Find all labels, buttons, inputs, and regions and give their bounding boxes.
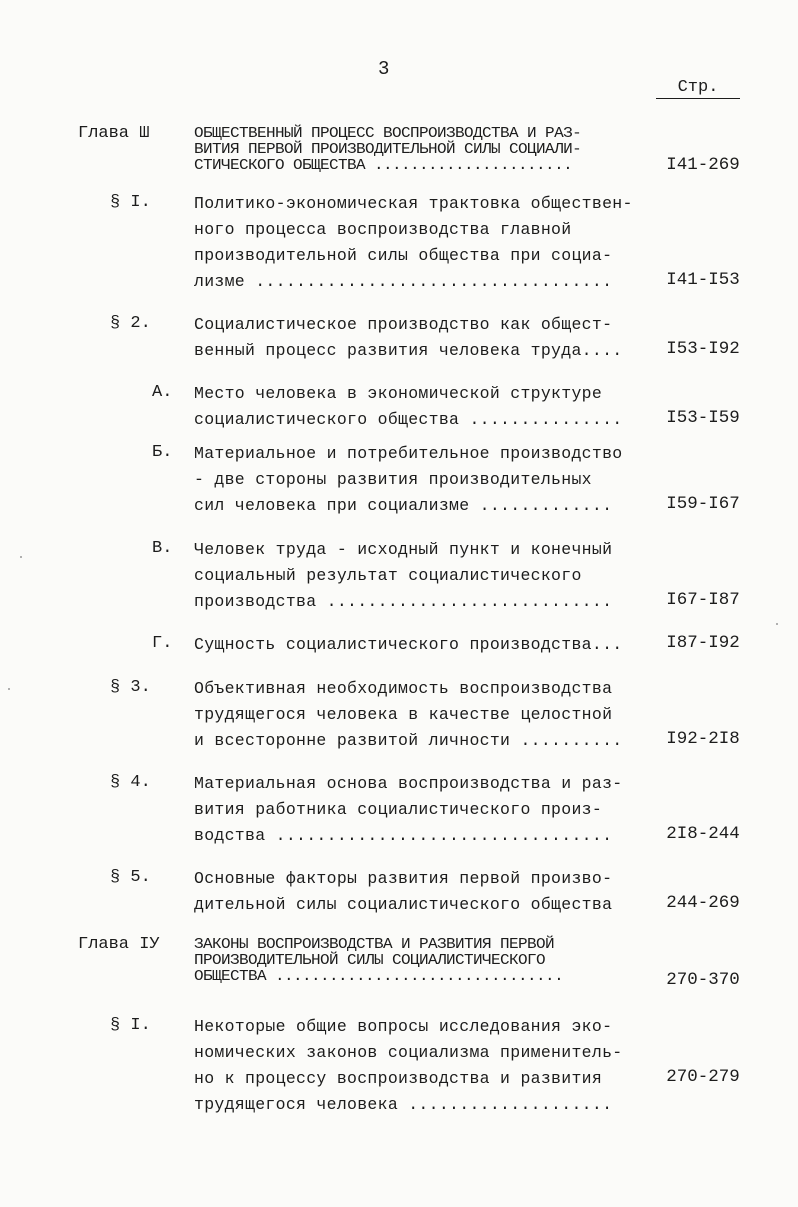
page-range: I87-I92 [666, 633, 740, 653]
entry-line: ОБЩЕСТВЕННЫЙ ПРОЦЕСС ВОСПРОИЗВОДСТВА И РАЗ- [194, 125, 582, 142]
page-number: 3 [378, 58, 390, 80]
page-range: I67-I87 [666, 590, 740, 610]
entry-line: СТИЧЕСКОГО ОБЩЕСТВА ...................... [194, 157, 573, 174]
entry-line: ПРОИЗВОДИТЕЛЬНОЙ СИЛЫ СОЦИАЛИСТИЧЕСКОГО [194, 952, 546, 969]
chapter-label: Глава Ш [78, 124, 150, 143]
entry-line: Материальная основа воспроизводства и раз- [194, 774, 623, 793]
entry-line: вития работника социалистического произ- [194, 800, 603, 819]
entry-line: Некоторые общие вопросы исследования эко- [194, 1017, 613, 1036]
entry-line: Объективная необходимость воспроизводства [194, 679, 613, 698]
entry-line: производства ............................ [194, 592, 613, 611]
page-range: 2I8-244 [666, 824, 740, 844]
section-label: § 3. [110, 678, 151, 697]
page-range: 270-279 [666, 1067, 740, 1087]
page-range: I59-I67 [666, 494, 740, 514]
entry-line: Человек труда - исходный пункт и конечный [194, 540, 613, 559]
entry-line: трудящегося человека .................... [194, 1095, 613, 1114]
scan-speck [776, 623, 778, 625]
pages-column-header: Стр. [656, 78, 740, 99]
section-title [194, 771, 644, 849]
entry-line: Материальное и потребительное производство [194, 444, 623, 463]
entry-line: - две стороны развития производительных [194, 470, 592, 489]
entry-line: ного процесса воспроизводства главной [194, 220, 572, 239]
page-range: 270-370 [666, 970, 740, 990]
entry-line: дительной силы социалистического общества [194, 895, 613, 914]
chapter-label: Глава IУ [78, 935, 160, 954]
entry-line: венный процесс развития человека труда.... [194, 341, 623, 360]
subsection-label: Б. [152, 443, 173, 462]
entry-line: ВИТИЯ ПЕРВОЙ ПРОИЗВОДИТЕЛЬНОЙ СИЛЫ СОЦИАЛИ- [194, 141, 582, 158]
section-title [194, 866, 644, 918]
page-range: I53-I59 [666, 408, 740, 428]
scan-speck [20, 556, 22, 558]
page-range: 244-269 [666, 893, 740, 913]
entry-line: Основные факторы развития первой произво- [194, 869, 613, 888]
entry-line: лизме ................................... [194, 272, 613, 291]
chapter-title [194, 126, 644, 174]
section-label: § I. [110, 193, 151, 212]
section-label: § 2. [110, 314, 151, 333]
scan-speck [8, 688, 10, 690]
entry-line: производительной силы общества при социа- [194, 246, 613, 265]
entry-line: Социалистическое производство как общест- [194, 315, 613, 334]
entry-line: ЗАКОНЫ ВОСПРОИЗВОДСТВА И РАЗВИТИЯ ПЕРВОЙ [194, 936, 555, 953]
section-title [194, 191, 644, 295]
subsection-title [194, 441, 644, 519]
page-range: I41-269 [666, 155, 740, 175]
section-title [194, 1014, 644, 1118]
page-range: I92-2I8 [666, 729, 740, 749]
subsection-title [194, 537, 644, 615]
entry-line: Политико-экономическая трактовка обществен- [194, 194, 633, 213]
subsection-label: А. [152, 383, 173, 402]
entry-line: Сущность социалистического производства... [194, 635, 623, 654]
subsection-label: В. [152, 539, 173, 558]
subsection-title [194, 632, 644, 658]
entry-line: и всесторонне развитой личности .......... [194, 731, 623, 750]
entry-line: Место человека в экономической структуре [194, 384, 603, 403]
subsection-title [194, 381, 644, 433]
section-label: § I. [110, 1016, 151, 1035]
entry-line: социальный результат социалистического [194, 566, 582, 585]
subsection-label: Г. [152, 634, 173, 653]
entry-line: сил человека при социализме ............. [194, 496, 613, 515]
entry-line: водства ................................. [194, 826, 613, 845]
chapter-title [194, 937, 644, 985]
entry-line: ОБЩЕСТВА ................................ [194, 968, 564, 985]
entry-line: трудящегося человека в качестве целостной [194, 705, 613, 724]
page-range: I41-I53 [666, 270, 740, 290]
page-range: I53-I92 [666, 339, 740, 359]
entry-line: номических законов социализма применитель- [194, 1043, 623, 1062]
entry-line: социалистического общества ............... [194, 410, 623, 429]
section-title [194, 312, 644, 364]
section-label: § 4. [110, 773, 151, 792]
section-title [194, 676, 644, 754]
section-label: § 5. [110, 868, 151, 887]
entry-line: но к процессу воспроизводства и развития [194, 1069, 603, 1088]
